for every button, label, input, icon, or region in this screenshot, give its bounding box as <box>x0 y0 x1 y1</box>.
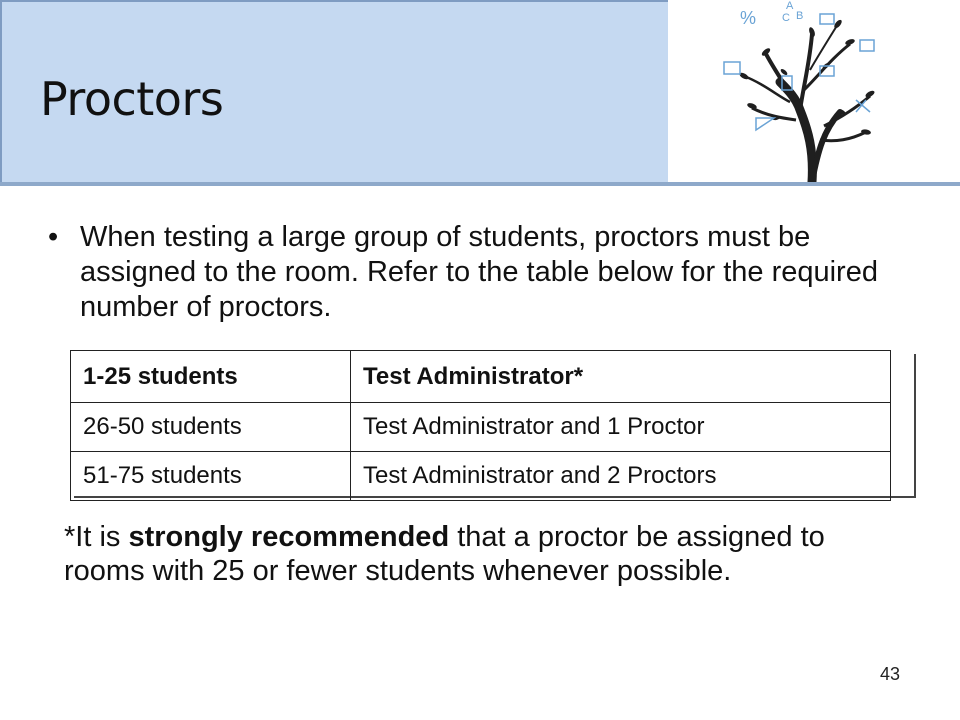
table-cell-staff: Test Administrator* <box>351 351 891 403</box>
slide-title: Proctors <box>40 72 224 126</box>
table-cell-students: 51-75 students <box>71 452 351 501</box>
table-cell-staff: Test Administrator and 2 Proctors <box>351 452 891 501</box>
bullet-text: When testing a large group of students, proctors must be assigned to the room. Refer to the table below for the required number of proctors. <box>80 221 878 323</box>
header-divider <box>0 182 960 186</box>
table-row <box>71 452 891 501</box>
proctor-table <box>70 350 891 501</box>
table-cell-students: 1-25 students <box>71 351 351 403</box>
bullet-dot-icon: • <box>48 221 59 253</box>
tree-glyph-c: C <box>782 12 790 24</box>
table-cell-staff: Test Administrator and 1 Proctor <box>351 403 891 452</box>
page-number: 43 <box>880 664 901 684</box>
tree-glyph-a: A <box>786 0 794 12</box>
recommendation-note <box>64 520 894 588</box>
note-suffix: that a proctor be assigned to rooms with 25 or fewer students whenever possible. <box>64 521 825 587</box>
education-tree-icon <box>700 0 900 182</box>
table-cell-students: 26-50 students <box>71 403 351 452</box>
note-emphasis: strongly recommended <box>128 521 450 553</box>
tree-glyph-b: B <box>796 10 804 22</box>
tree-glyph-percent: % <box>740 8 757 28</box>
slide-header <box>0 0 960 186</box>
table-row <box>71 403 891 452</box>
table-row <box>71 351 891 403</box>
note-prefix: *It is <box>64 521 129 553</box>
